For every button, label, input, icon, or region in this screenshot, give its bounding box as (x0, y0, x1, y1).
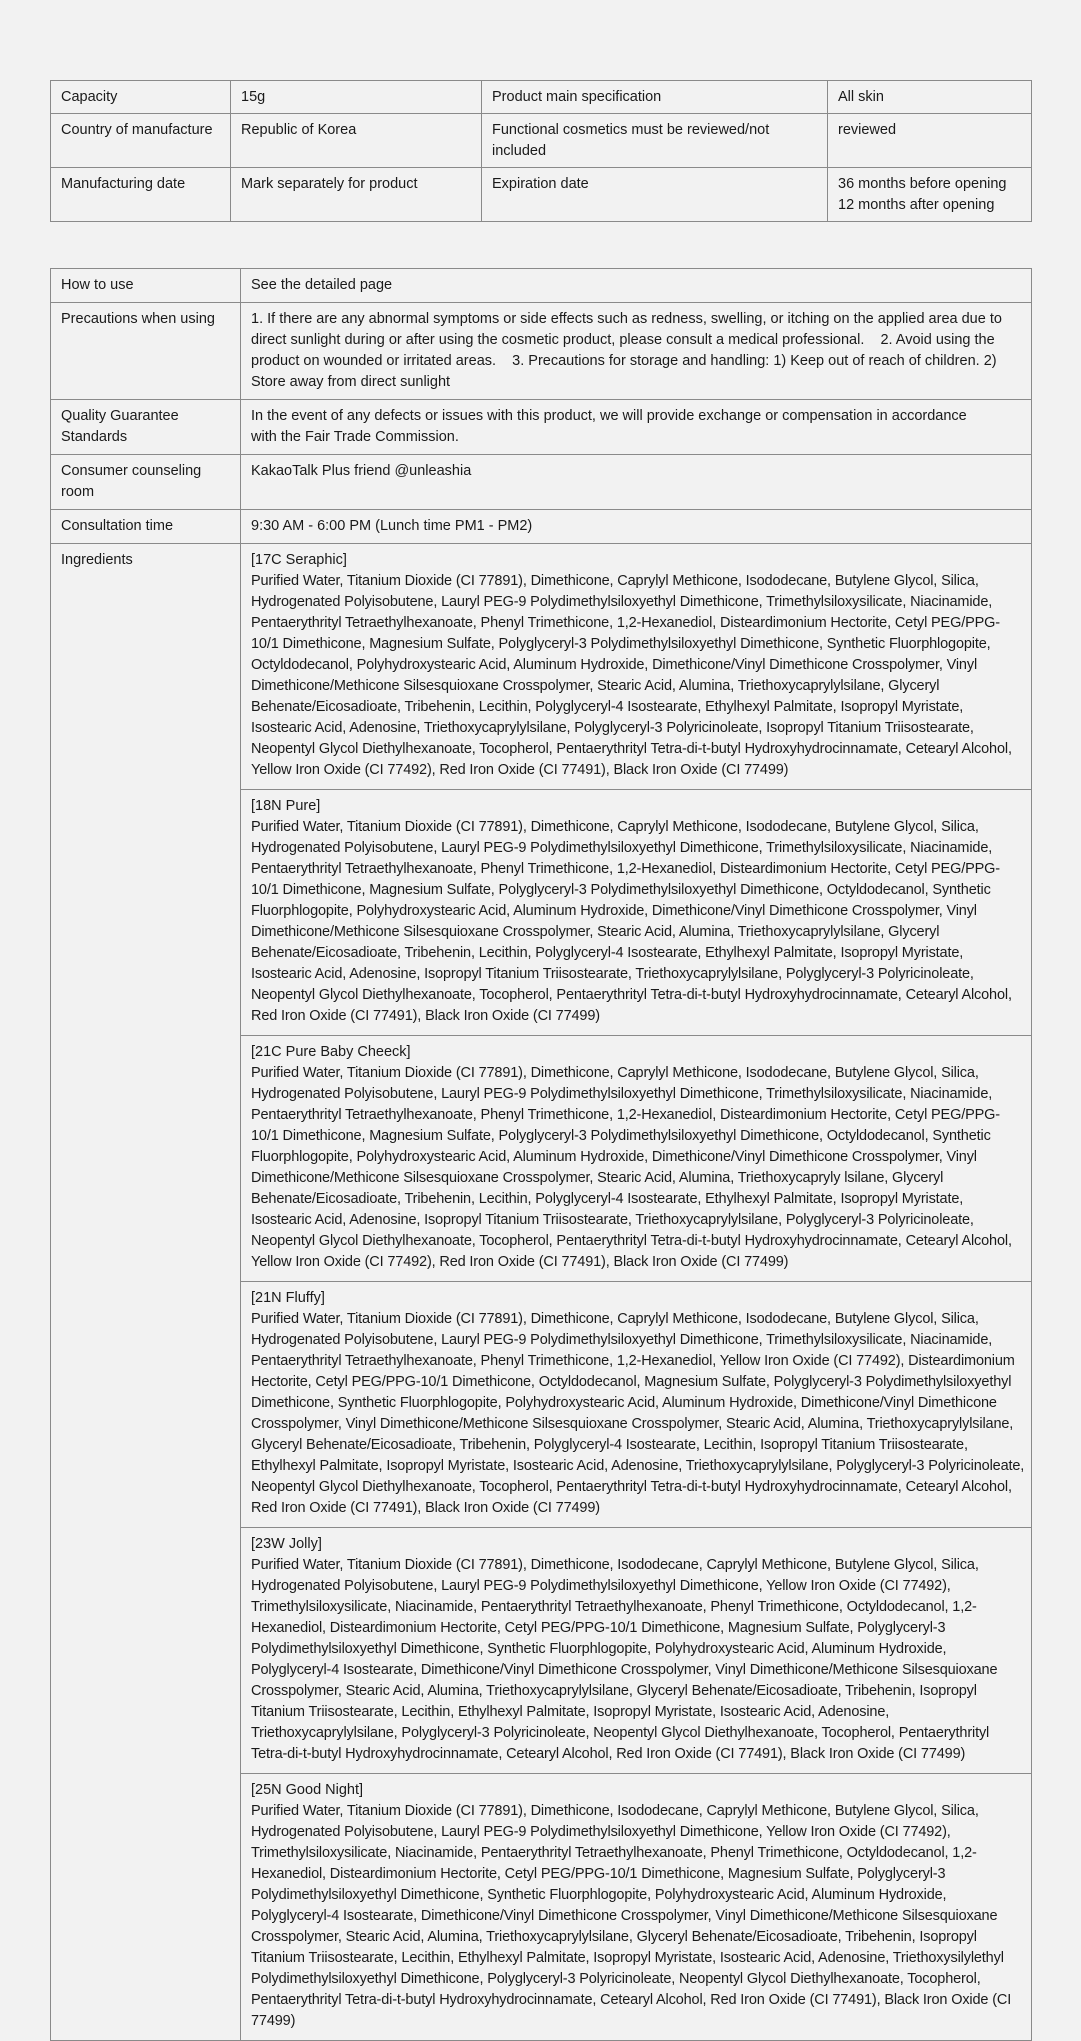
info-label: Consultation time (51, 510, 241, 544)
spec-label: Capacity (51, 81, 231, 114)
spec-value: Mark separately for product (231, 168, 482, 222)
info-value (241, 400, 1032, 455)
ingredient-list: Purified Water, Titanium Dioxide (CI 77891), Dimethicone, Caprylyl Methicone, Isododecane, Butylene Glycol, Silica, Hydrogenated Polyisobutene, Lauryl PEG-9 Polydimethylsiloxyethyl Dimethicone, Trimethylsiloxysilicate, Niacinamide, Pentaerythrityl Tetraethylhexanoate, Phenyl Trimethicone, 1,2-Hexanediol, Disteardimonium Hectorite, Cetyl PEG/PPG-10/1 Dimethicone, Magnesium Sulfate, Polyglyceryl-3 Polydimethylsiloxyethyl Dimethicone, Octyldodecanol, Synthetic Fluorphlogopite, Polyhydroxystearic Acid, Aluminum Hydroxide, Dimethicone/Vinyl Dimethicone Crosspolymer, Vinyl Dimethicone/Methicone Silsesquioxane Crosspolymer, Stearic Acid, Alumina, Triethoxycapryly lsilane, Glyceryl Behenate/Eicosadioate, Tribehenin, Lecithin, Polyglyceryl-4 Isostearate, Ethylhexyl Palmitate, Isopropyl Myristate, Isostearic Acid, Adenosine, Isopropyl Titanium Triisostearate, Triethoxycaprylylsilane, Polyglyceryl-3 Polyricinoleate, Neopentyl Glycol Diethylhexanoate, Tocopherol, Pentaerythrityl Tetra-di-t-butyl Hydroxyhydrocinnamate, Cetearyl Alcohol, Yellow Iron Oxide (CI 77492), Red Iron Oxide (CI 77491), Black Iron Oxide (CI 77499) (251, 1065, 1012, 1270)
ingredient-list: Purified Water, Titanium Dioxide (CI 77891), Dimethicone, Caprylyl Methicone, Isododecane, Butylene Glycol, Silica, Hydrogenated Polyisobutene, Lauryl PEG-9 Polydimethylsiloxyethyl Dimethicone, Trimethylsiloxysilicate, Niacinamide, Pentaerythrityl Tetraethylhexanoate, Phenyl Trimethicone, 1,2-Hexanediol, Disteardimonium Hectorite, Cetyl PEG/PPG-10/1 Dimethicone, Magnesium Sulfate, Polyglyceryl-3 Polydimethylsiloxyethyl Dimethicone, Octyldodecanol, Synthetic Fluorphlogopite, Polyhydroxystearic Acid, Aluminum Hydroxide, Dimethicone/Vinyl Dimethicone Crosspolymer, Vinyl Dimethicone/Methicone Silsesquioxane Crosspolymer, Stearic Acid, Alumina, Triethoxycaprylylsilane, Glyceryl Behenate/Eicosadioate, Tribehenin, Lecithin, Polyglyceryl-4 Isostearate, Ethylhexyl Palmitate, Isopropyl Myristate, Isostearic Acid, Adenosine, Isopropyl Titanium Triisostearate, Triethoxycaprylylsilane, Polyglyceryl-3 Polyricinoleate, Neopentyl Glycol Diethylhexanoate, Tocopherol, Pentaerythrityl Tetra-di-t-butyl Hydroxyhydrocinnamate, Cetearyl Alcohol, Red Iron Oxide (CI 77491), Black Iron Oxide (CI 77499) (251, 819, 1012, 1024)
ingredient-list: Purified Water, Titanium Dioxide (CI 77891), Dimethicone, Caprylyl Methicone, Isododecane, Butylene Glycol, Silica, Hydrogenated Polyisobutene, Lauryl PEG-9 Polydimethylsiloxyethyl Dimethicone, Trimethylsiloxysilicate, Niacinamide, Pentaerythrityl Tetraethylhexanoate, Phenyl Trimethicone, 1,2-Hexanediol, Yellow Iron Oxide (CI 77492), Disteardimonium Hectorite, Cetyl PEG/PPG-10/1 Dimethicone, Octyldodecanol, Magnesium Sulfate, Polyglyceryl-3 Polydimethylsiloxyethyl Dimethicone, Synthetic Fluorphlogopite, Polyhydroxystearic Acid, Aluminum Hydroxide, Dimethicone/Vinyl Dimethicone Crosspolymer, Vinyl Dimethicone/Methicone Silsesquioxane Crosspolymer, Stearic Acid, Alumina, Triethoxycaprylylsilane, Glyceryl Behenate/Eicosadioate, Tribehenin, Polyglyceryl-4 Isostearate, Lecithin, Isopropyl Titanium Triisostearate, Ethylhexyl Palmitate, Isopropyl Myristate, Isostearic Acid, Adenosine, Triethoxycaprylylsilane, Polyglyceryl-3 Polyricinoleate, Neopentyl Glycol Diethylhexanoate, Tocopherol, Pentaerythrityl Tetra-di-t-butyl Hydroxyhydrocinnamate, Cetearyl Alcohol, Red Iron Oxide (CI 77491), Black Iron Oxide (CI 77499) (251, 1311, 1025, 1516)
shade-name: [21N Fluffy] (251, 1290, 325, 1306)
spec-label: Country of manufacture (51, 114, 231, 168)
spec-row-capacity (51, 81, 1032, 114)
ingredient-list: Purified Water, Titanium Dioxide (CI 77891), Dimethicone, Isododecane, Caprylyl Methicone, Butylene Glycol, Silica, Hydrogenated Polyisobutene, Lauryl PEG-9 Polydimethylsiloxyethyl Dimethicone, Yellow Iron Oxide (CI 77492), Trimethylsiloxysilicate, Niacinamide, Pentaerythrityl Tetraethylhexanoate, Phenyl Trimethicone, Octyldodecanol, 1,2-Hexanediol, Disteardimonium Hectorite, Cetyl PEG/PPG-10/1 Dimethicone, Magnesium Sulfate, Polyglyceryl-3 Polydimethylsiloxyethyl Dimethicone, Synthetic Fluorphlogopite, Polyhydroxystearic Acid, Aluminum Hydroxide, Polyglyceryl-4 Isostearate, Dimethicone/Vinyl Dimethicone Crosspolymer, Vinyl Dimethicone/Methicone Silsesquioxane Crosspolymer, Stearic Acid, Alumina, Triethoxycaprylylsilane, Glyceryl Behenate/Eicosadioate, Tribehenin, Isopropyl Titanium Triisostearate, Lecithin, Ethylhexyl Palmitate, Isopropyl Myristate, Isostearic Acid, Adenosine, Triethoxysilylethyl Polydimethylsiloxyethyl Dimethicone, Polyglyceryl-3 Polyricinoleate, Neopentyl Glycol Diethylhexanoate, Tocopherol, Pentaerythrityl Tetra-di-t-butyl Hydroxyhydrocinnamate, Cetearyl Alcohol, Red Iron Oxide (CI 77491), Black Iron Oxide (CI 77499) (251, 1803, 1012, 2029)
ingredient-block (241, 1282, 1032, 1528)
info-row-precautions (51, 303, 1032, 400)
ingredients-label: Ingredients (51, 544, 241, 2041)
info-value: 1. If there are any abnormal symptoms or side effects such as redness, swelling, or itching on the applied area due to direct sunlight during or after using the cosmetic product, please consult a medical professional. 2. Avoid using the product on wounded or irritated areas. 3. Precautions for storage and handling: 1) Keep out of reach of children. 2) Store away from direct sunlight (241, 303, 1032, 400)
ingredient-block (241, 1774, 1032, 2041)
spec-value (828, 168, 1032, 222)
quality-line-1: In the event of any defects or issues with this product, we will provide exchange or compensation in accordance (251, 408, 967, 424)
spec-value: 15g (231, 81, 482, 114)
spec-row-manufacturing (51, 168, 1032, 222)
ingredient-block (241, 544, 1032, 790)
info-label: How to use (51, 269, 241, 303)
info-label: Precautions when using (51, 303, 241, 400)
shade-name: [18N Pure] (251, 798, 321, 814)
spec-value: reviewed (828, 114, 1032, 168)
info-value: KakaoTalk Plus friend @unleashia (241, 455, 1032, 510)
spec-label: Functional cosmetics must be reviewed/not included (482, 114, 828, 168)
spec-label: Expiration date (482, 168, 828, 222)
ingredient-block (241, 1036, 1032, 1282)
expiration-after-opening: 12 months after opening (838, 197, 995, 213)
info-row-quality (51, 400, 1032, 455)
spec-label: Manufacturing date (51, 168, 231, 222)
shade-name: [17C Seraphic] (251, 552, 347, 568)
info-label: Consumer counseling room (51, 455, 241, 510)
spec-value: Republic of Korea (231, 114, 482, 168)
spec-label: Product main specification (482, 81, 828, 114)
ingredients-row (51, 544, 1032, 790)
spec-row-country (51, 114, 1032, 168)
shade-name: [21C Pure Baby Cheeck] (251, 1044, 411, 1060)
ingredient-list: Purified Water, Titanium Dioxide (CI 77891), Dimethicone, Isododecane, Caprylyl Methicone, Butylene Glycol, Silica, Hydrogenated Polyisobutene, Lauryl PEG-9 Polydimethylsiloxyethyl Dimethicone, Yellow Iron Oxide (CI 77492), Trimethylsiloxysilicate, Niacinamide, Pentaerythrityl Tetraethylhexanoate, Phenyl Trimethicone, Octyldodecanol, 1,2-Hexanediol, Disteardimonium Hectorite, Cetyl PEG/PPG-10/1 Dimethicone, Magnesium Sulfate, Polyglyceryl-3 Polydimethylsiloxyethyl Dimethicone, Synthetic Fluorphlogopite, Polyhydroxystearic Acid, Aluminum Hydroxide, Polyglyceryl-4 Isostearate, Dimethicone/Vinyl Dimethicone Crosspolymer, Vinyl Dimethicone/Methicone Silsesquioxane Crosspolymer, Stearic Acid, Alumina, Triethoxycaprylylsilane, Glyceryl Behenate/Eicosadioate, Tribehenin, Isopropyl Titanium Triisostearate, Lecithin, Ethylhexyl Palmitate, Isopropyl Myristate, Isostearic Acid, Adenosine, Triethoxycaprylylsilane, Polyglyceryl-3 Polyricinoleate, Neopentyl Glycol Diethylhexanoate, Tocopherol, Pentaerythrityl Tetra-di-t-butyl Hydroxyhydrocinnamate, Cetearyl Alcohol, Red Iron Oxide (CI 77491), Black Iron Oxide (CI 77499) (251, 1557, 998, 1762)
shade-name: [23W Jolly] (251, 1536, 322, 1552)
spec-value: All skin (828, 81, 1032, 114)
ingredient-block (241, 1528, 1032, 1774)
ingredient-list: Purified Water, Titanium Dioxide (CI 77891), Dimethicone, Caprylyl Methicone, Isododecane, Butylene Glycol, Silica, Hydrogenated Polyisobutene, Lauryl PEG-9 Polydimethylsiloxyethyl Dimethicone, Trimethylsiloxysilicate, Niacinamide, Pentaerythrityl Tetraethylhexanoate, Phenyl Trimethicone, 1,2-Hexanediol, Disteardimonium Hectorite, Cetyl PEG/PPG-10/1 Dimethicone, Magnesium Sulfate, Polyglyceryl-3 Polydimethylsiloxyethyl Dimethicone, Synthetic Fluorphlogopite, Octyldodecanol, Polyhydroxystearic Acid, Aluminum Hydroxide, Dimethicone/Vinyl Dimethicone Crosspolymer, Vinyl Dimethicone/Methicone Silsesquioxane Crosspolymer, Stearic Acid, Alumina, Triethoxycaprylylsilane, Glyceryl Behenate/Eicosadioate, Tribehenin, Lecithin, Polyglyceryl-4 Isostearate, Ethylhexyl Palmitate, Isopropyl Myristate, Isostearic Acid, Adenosine, Triethoxycaprylylsilane, Polyglyceryl-3 Polyricinoleate, Isopropyl Titanium Triisostearate, Neopentyl Glycol Diethylhexanoate, Tocopherol, Pentaerythrityl Tetra-di-t-butyl Hydroxyhydrocinnamate, Cetearyl Alcohol, Yellow Iron Oxide (CI 77492), Red Iron Oxide (CI 77491), Black Iron Oxide (CI 77499) (251, 573, 1012, 778)
shade-name: [25N Good Night] (251, 1782, 364, 1798)
ingredient-block (241, 790, 1032, 1036)
info-row-consultation (51, 510, 1032, 544)
info-value: See the detailed page (241, 269, 1032, 303)
quality-line-2: with the Fair Trade Commission. (251, 429, 459, 445)
product-spec-table (50, 80, 1032, 222)
info-label: Quality Guarantee Standards (51, 400, 241, 455)
expiration-before-opening: 36 months before opening (838, 176, 1007, 192)
info-row-how-to-use (51, 269, 1032, 303)
info-row-counseling (51, 455, 1032, 510)
product-info-table (50, 268, 1032, 2041)
info-value: 9:30 AM - 6:00 PM (Lunch time PM1 - PM2) (241, 510, 1032, 544)
